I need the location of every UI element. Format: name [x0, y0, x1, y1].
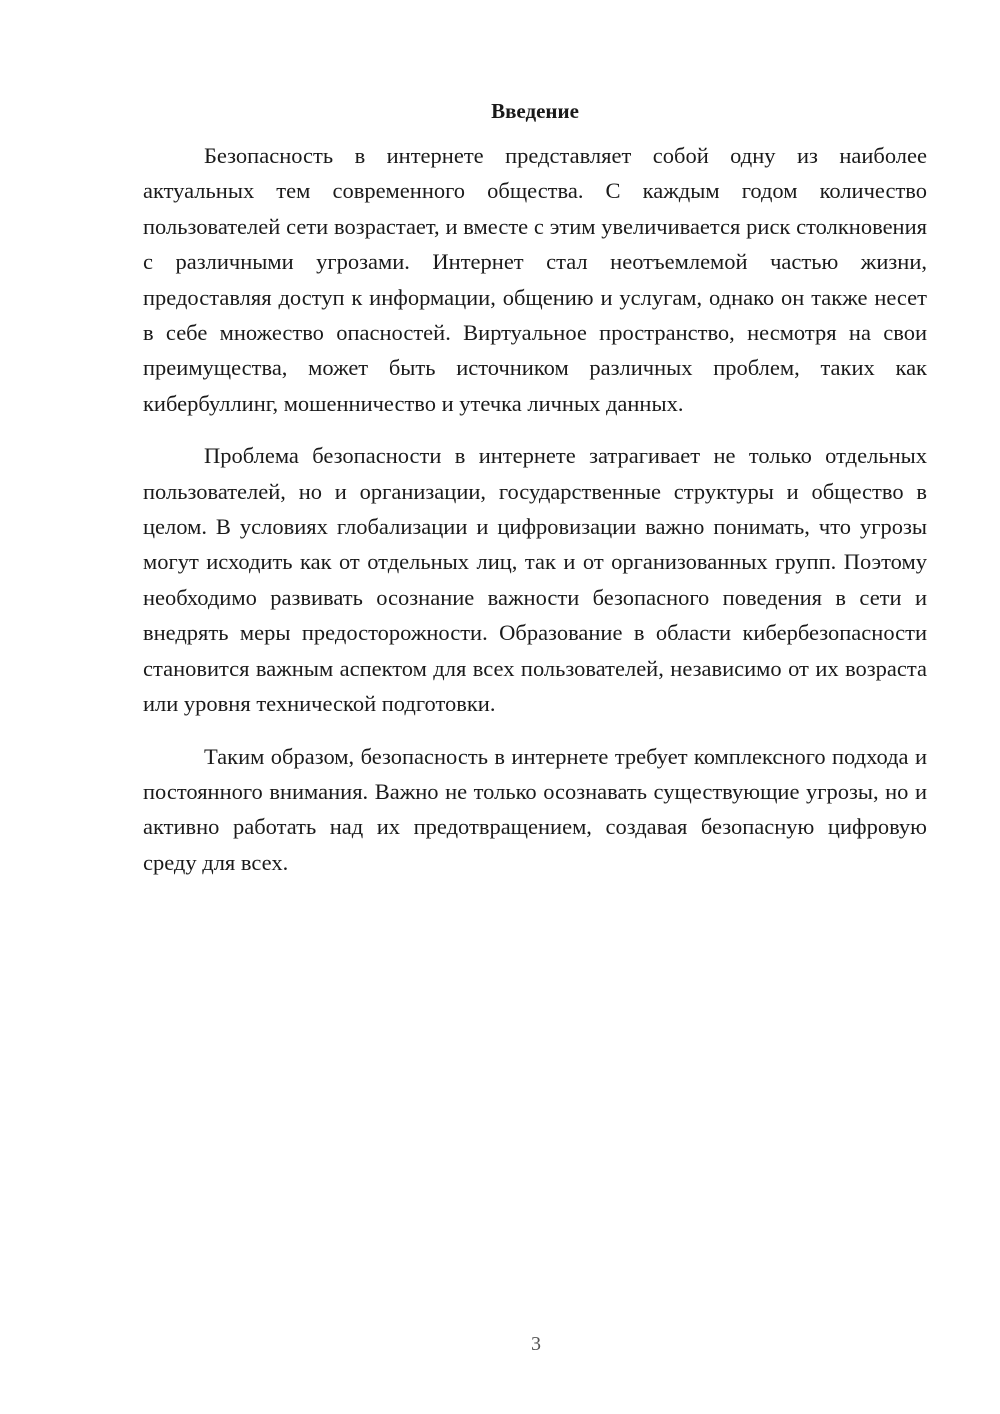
- page-number: 3: [531, 1333, 541, 1355]
- paragraph-1: Безопасность в интернете представляет собой одну из наиболее актуальных тем современного общества. С каждым годом количество пользователей сети возрастает, и вместе с этим увеличивается риск столкновения с различными угрозами. Интернет стал неотъемлемой частью жизни, предоставляя доступ к информации, общению и услугам, однако он также несет в себе множество опасностей. Виртуальное пространство, несмотря на свои преимущества, может быть источником различных проблем, таких как кибербуллинг, мошенничество и утечка личных данных.: [143, 143, 927, 416]
- paragraph-2: Проблема безопасности в интернете затрагивает не только отдельных пользователей, но и организации, государственные структуры и общество в целом. В условиях глобализации и цифровизации важно понимать, что угрозы могут исходить как от отдельных лиц, так и от организованных групп. Поэтому необходимо развивать осознание важности безопасного поведения в сети и внедрять меры предосторожности. Образование в области кибербезопасности становится важным аспектом для всех пользователей, независимо от их возраста или уровня технической подготовки.: [143, 443, 927, 717]
- section-heading: Введение: [491, 99, 579, 123]
- paragraph-3: Таким образом, безопасность в интернете требует комплексного подхода и постоянного внимания. Важно не только осознавать существующие угрозы, но и активно работать над их предотвращением, создавая безопасную цифровую среду для всех.: [143, 743, 927, 875]
- page-content: [143, 96, 927, 897]
